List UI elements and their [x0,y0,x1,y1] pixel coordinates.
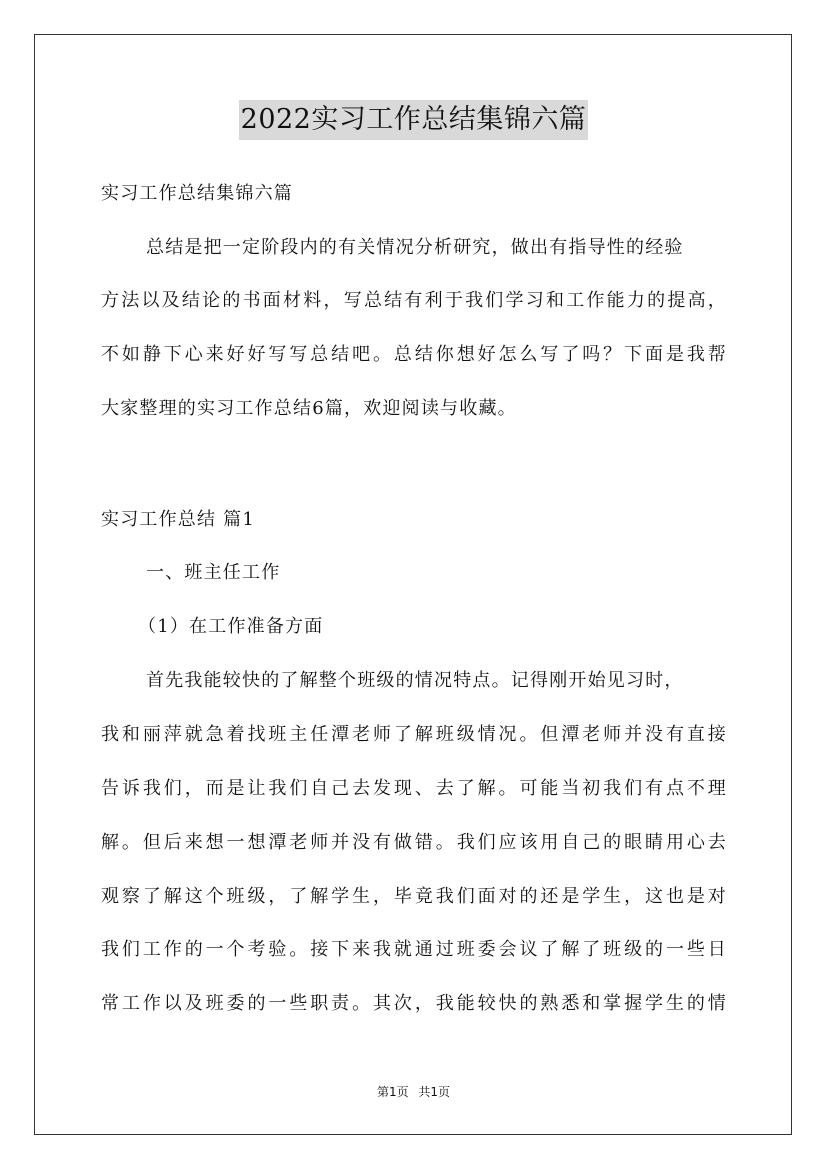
body-line-3: 告诉我们，而是让我们自己去发现、去了解。可能当初我们有点不理 [101,778,727,799]
page-number: 第1页 [376,1085,409,1099]
intro-line-1: 总结是把一定阶段内的有关情况分析研究，做出有指导性的经验 [146,237,684,258]
body-line-5: 观察了解这个班级，了解学生，毕竟我们面对的还是学生，这也是对 [101,886,727,907]
body-line-2: 我和丽萍就急着找班主任潭老师了解班级情况。但潭老师并没有直接 [101,724,727,745]
subtitle: 实习工作总结集锦六篇 [101,183,293,204]
heading-level-1: 一、班主任工作 [146,562,281,583]
body-line-4: 解。但后来想一想潭老师并没有做错。我们应该用自己的眼睛用心去 [101,832,727,853]
body-line-6: 我们工作的一个考验。接下来我就通过班委会议了解了班级的一些日 [101,939,727,960]
body-line-1: 首先我能较快的了解整个班级的情况特点。记得刚开始见习时， [146,670,684,691]
body-line-7: 常工作以及班委的一些职责。其次，我能较快的熟悉和掌握学生的情 [101,993,727,1014]
intro-line-2: 方法以及结论的书面材料，写总结有利于我们学习和工作能力的提高， [101,290,727,311]
page-footer [0,1083,827,1100]
intro-line-4: 大家整理的实习工作总结6篇，欢迎阅读与收藏。 [101,398,517,419]
document-title-wrap [0,100,827,140]
page-total: 共1页 [418,1085,451,1099]
section-heading: 实习工作总结 篇1 [101,509,255,530]
heading-level-2: （1）在工作准备方面 [138,616,324,637]
intro-line-3: 不如静下心来好好写写总结吧。总结你想好怎么写了吗？下面是我帮 [101,344,727,365]
document-title: 2022实习工作总结集锦六篇 [239,100,589,140]
